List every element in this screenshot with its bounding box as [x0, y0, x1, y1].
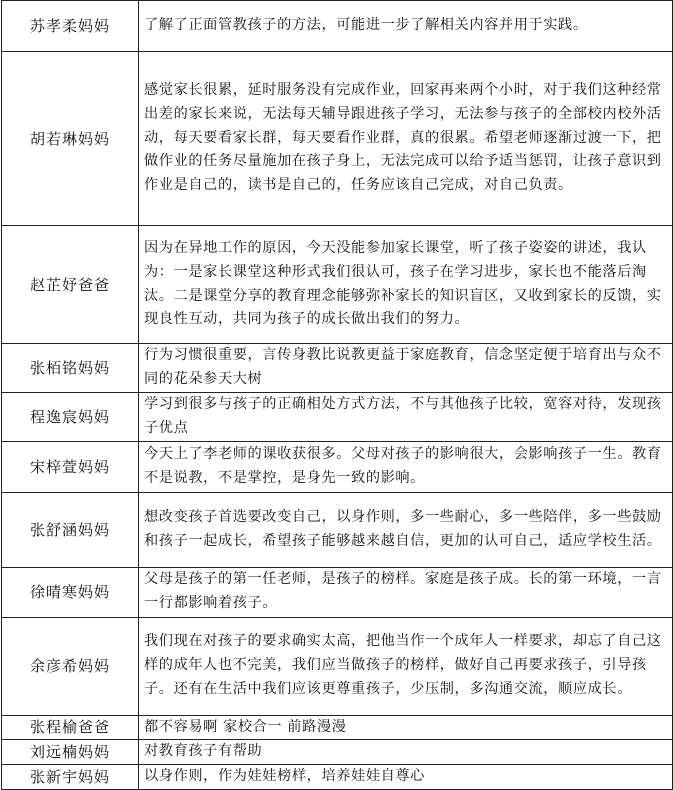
parent-name: 苏孝柔妈妈 — [2, 1, 139, 52]
feedback-text: 行为习惯很重要，言传身教比说教更益于家庭教育，信念坚定便于培育出与众不同的花朵参天大树 — [139, 344, 673, 393]
parent-name: 张新宇妈妈 — [2, 765, 139, 790]
parent-name: 余彦希妈妈 — [2, 617, 139, 715]
feedback-text: 对教育孩子有帮助 — [139, 740, 673, 765]
table-row — [2, 492, 673, 567]
parent-name: 宋梓萱妈妈 — [2, 441, 139, 492]
table-row — [2, 1, 673, 52]
feedback-text: 今天上了李老师的课收获很多。父母对孩子的影响很大，会影响孩子一生。教育不是说教，不是掌控，是身先一致的影响。 — [139, 441, 673, 492]
parent-name: 程逸宸妈妈 — [2, 392, 139, 441]
parent-name: 刘远楠妈妈 — [2, 740, 139, 765]
table-row — [2, 715, 673, 740]
feedback-text: 因为在异地工作的原因，今天没能参加家长课堂，听了孩子姿姿的讲述，我认为：一是家长课堂这种形式我们很认可，孩子在学习进步，家长也不能落后淘汰。二是课堂分享的教育理念能够弥补家长的知识盲区，又收到家长的反馈，实现良性互动，共同为孩子的成长做出我们的努力。 — [139, 226, 673, 344]
parent-name: 胡若琳妈妈 — [2, 52, 139, 226]
feedback-text: 都不容易啊 家校合一 前路漫漫 — [139, 715, 673, 740]
feedback-text: 感觉家长很累，延时服务没有完成作业，回家再来两个小时，对于我们这种经常出差的家长来说，无法每天辅导跟进孩子学习，无法参与孩子的全部校内校外活动，每天要看家长群，每天要看作业群，真的很累。希望老师逐渐过渡一下，把做作业的任务尽量施加在孩子身上，无法完成可以给予适当惩罚，让孩子意识到作业是自己的，读书是自己的，任务应该自己完成，对自己负责。 — [139, 52, 673, 226]
table-row — [2, 740, 673, 765]
parent-feedback-table — [1, 0, 673, 790]
feedback-text: 父母是孩子的第一任老师，是孩子的榜样。家庭是孩子成。长的第一环境，一言一行都影响着孩子。 — [139, 567, 673, 617]
table-row — [2, 567, 673, 617]
parent-name: 张栢铭妈妈 — [2, 344, 139, 393]
table-row — [2, 441, 673, 492]
table-row — [2, 392, 673, 441]
feedback-text: 我们现在对孩子的要求确实太高，把他当作一个成年人一样要求，却忘了自己这样的成年人也不完美，我们应当做孩子的榜样，做好自己再要求孩子，引导孩子。还有在生活中我们应该更尊重孩子，少压制，多沟通交流，顺应成长。 — [139, 617, 673, 715]
parent-name: 徐晴寒妈妈 — [2, 567, 139, 617]
table-row — [2, 344, 673, 393]
feedback-text: 想改变孩子首选要改变自己，以身作则，多一些耐心，多一些陪伴，多一些鼓励和孩子一起成长，希望孩子能够越来越自信，更加的认可自己，适应学校生活。 — [139, 492, 673, 567]
parent-name: 张程榆爸爸 — [2, 715, 139, 740]
table-row — [2, 617, 673, 715]
feedback-text: 以身作则，作为娃娃榜样，培养娃娃自尊心 — [139, 765, 673, 790]
feedback-text: 了解了正面管教孩子的方法，可能进一步了解相关内容并用于实践。 — [139, 1, 673, 52]
feedback-text: 学习到很多与孩子的正确相处方式方法，不与其他孩子比较，宽容对待，发现孩子优点 — [139, 392, 673, 441]
table-row — [2, 226, 673, 344]
parent-name: 赵芷妤爸爸 — [2, 226, 139, 344]
table-row — [2, 52, 673, 226]
parent-name: 张舒涵妈妈 — [2, 492, 139, 567]
table-row — [2, 765, 673, 790]
